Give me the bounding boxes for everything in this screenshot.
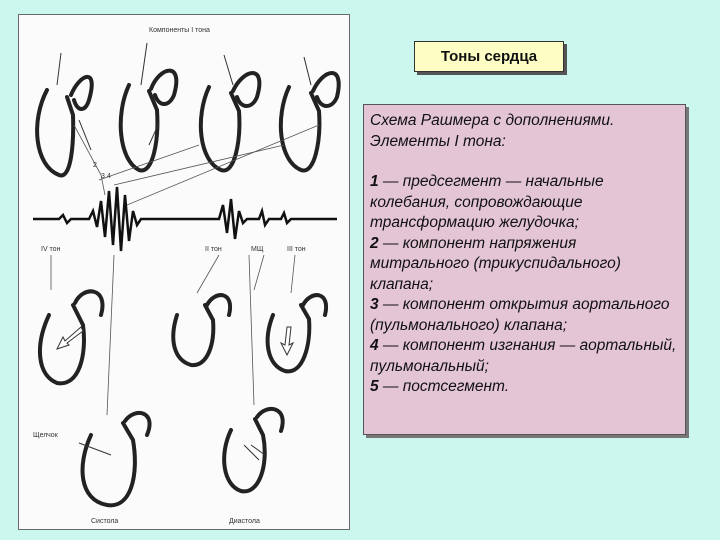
description-item-5: 5 — постсегмент. — [370, 378, 510, 395]
arrow-top-2 — [141, 43, 147, 85]
heart-sounds-diagram — [18, 14, 350, 530]
heart-outline-1b — [71, 77, 92, 109]
label-iii-tone: III тон — [287, 246, 306, 253]
pointer-line-2 — [99, 145, 199, 180]
diagram-svg — [19, 15, 351, 531]
heart-middle-2 — [173, 305, 213, 365]
heart-outline-3 — [201, 87, 240, 170]
description-item-1: 1 — предсегмент — начальные колебания, сопровождающие трансформацию желудочка; — [370, 173, 604, 231]
pointer-msh — [254, 255, 264, 290]
description-heading-2: Элементы I тона: — [370, 132, 506, 150]
label-iv-tone: IV тон — [41, 246, 61, 253]
pointer-iii — [291, 255, 295, 293]
open-arrow-1 — [57, 327, 83, 349]
description-item-2: 2 — компонент напряжения митрального (трикуспидального) клапана; — [370, 234, 621, 293]
pointer-systole — [107, 255, 114, 415]
label-num-34: 3 4 — [101, 173, 111, 180]
label-num-5: 5 — [123, 204, 127, 211]
label-diastole: Диастола — [229, 518, 260, 525]
heart-middle-1b — [75, 291, 103, 315]
label-click: Щелчок — [33, 432, 58, 439]
label-ii-tone: II тон — [205, 246, 222, 253]
arrow-top-1 — [57, 53, 61, 85]
arrow-top-4 — [304, 57, 311, 85]
diastole-detail — [244, 445, 265, 460]
pointer-line-3 — [114, 145, 284, 185]
description-item-4: 4 — компонент изгнания — аортальный, пульмональный; — [370, 337, 677, 375]
waveform-baseline — [33, 187, 337, 251]
heart-diastole — [224, 419, 265, 491]
heart-outline-2b — [151, 71, 176, 104]
heart-systole — [83, 423, 135, 505]
description-heading-1: Схема Рашмера с дополнениями. — [370, 112, 615, 129]
heart-outline-2 — [121, 85, 158, 170]
slide-title: Тоны сердца — [414, 41, 564, 72]
open-arrow-2 — [281, 327, 293, 355]
heart-outline-4 — [281, 87, 320, 170]
arrow-top-3 — [224, 55, 233, 85]
diagram-top-label: Компоненты I тона — [149, 27, 210, 34]
description-box — [363, 104, 686, 435]
pointer-line-1 — [74, 125, 101, 175]
label-num-2: 2 — [93, 162, 97, 169]
label-msh: МЩ — [251, 246, 264, 253]
label-systole: Систола — [91, 518, 119, 525]
heart-outline-1 — [37, 90, 73, 175]
description-item-3: 3 — компонент открытия аортального (пульмонального) клапана; — [370, 296, 670, 334]
pointer-diastole — [249, 255, 254, 405]
heart-outline-4b — [313, 73, 339, 106]
heart-outline-3b — [233, 73, 259, 106]
pointer-ii — [197, 255, 219, 293]
